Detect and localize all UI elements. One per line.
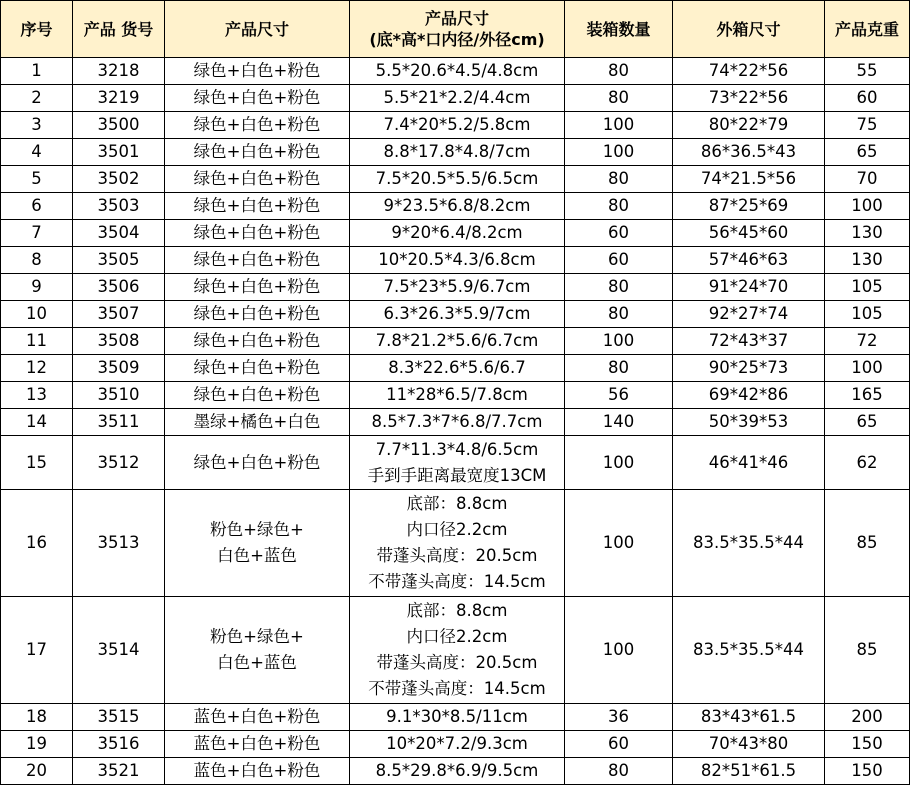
- cell-weight: 100: [825, 355, 910, 382]
- cell-no: 11: [1, 328, 73, 355]
- cell-box-size: 92*27*74: [673, 301, 825, 328]
- cell-item-number: 3516: [73, 731, 165, 758]
- header-row: [1, 1, 910, 58]
- cell-color-line: 绿色+白色+粉色: [193, 115, 321, 134]
- cell-box-size: 82*51*61.5: [673, 758, 825, 785]
- cell-box-quantity: 80: [565, 166, 673, 193]
- cell-box-quantity: 56: [565, 382, 673, 409]
- cell-product-size: [350, 409, 565, 436]
- cell-color: [165, 193, 350, 220]
- cell-product-size: [350, 301, 565, 328]
- table-row: [1, 58, 910, 85]
- cell-no: 13: [1, 382, 73, 409]
- cell-color-line: 绿色+白色+粉色: [193, 196, 321, 215]
- cell-weight: 65: [825, 409, 910, 436]
- cell-product-size: [350, 247, 565, 274]
- table-row: [1, 220, 910, 247]
- cell-product-size-line: 11*28*6.5/7.8cm: [386, 385, 528, 404]
- cell-box-size: 83*43*61.5: [673, 704, 825, 731]
- cell-product-size-line: 不带蓬头高度：14.5cm: [368, 572, 546, 591]
- cell-no: 18: [1, 704, 73, 731]
- cell-box-quantity: 80: [565, 758, 673, 785]
- cell-color: [165, 301, 350, 328]
- cell-product-size-line: 7.5*20.5*5.5/6.5cm: [375, 169, 539, 188]
- cell-product-size-line: 9*20*6.4/8.2cm: [391, 223, 523, 242]
- cell-product-size-line: 不带蓬头高度：14.5cm: [368, 679, 546, 698]
- cell-product-size: [350, 436, 565, 490]
- cell-box-size: 57*46*63: [673, 247, 825, 274]
- cell-item-number: 3218: [73, 58, 165, 85]
- cell-color-line: 绿色+白色+粉色: [193, 452, 321, 472]
- cell-product-size: [350, 382, 565, 409]
- cell-box-quantity: 60: [565, 731, 673, 758]
- cell-no: 6: [1, 193, 73, 220]
- cell-item-number: 3501: [73, 139, 165, 166]
- cell-box-quantity: 100: [565, 436, 673, 490]
- cell-no: 8: [1, 247, 73, 274]
- cell-color-line: 绿色+白色+粉色: [193, 223, 321, 242]
- cell-no: 4: [1, 139, 73, 166]
- cell-box-size: 72*43*37: [673, 328, 825, 355]
- cell-product-size: [350, 112, 565, 139]
- table-row: [1, 274, 910, 301]
- cell-color-line: 绿色+白色+粉色: [193, 142, 321, 161]
- cell-color: [165, 328, 350, 355]
- cell-no: 17: [1, 597, 73, 704]
- cell-color: [165, 220, 350, 247]
- table-row: [1, 166, 910, 193]
- cell-weight: 130: [825, 220, 910, 247]
- header-text: 产品克重: [834, 19, 899, 39]
- header-product-size: [350, 1, 565, 58]
- cell-weight: 60: [825, 85, 910, 112]
- cell-color: [165, 409, 350, 436]
- cell-no: 7: [1, 220, 73, 247]
- table-row: [1, 490, 910, 597]
- cell-product-size: [350, 490, 565, 597]
- cell-box-quantity: 100: [565, 328, 673, 355]
- cell-product-size: [350, 274, 565, 301]
- cell-product-size-line: 带蓬头高度：20.5cm: [376, 546, 538, 565]
- cell-product-size: [350, 704, 565, 731]
- cell-box-size: 73*22*56: [673, 85, 825, 112]
- cell-box-size: 56*45*60: [673, 220, 825, 247]
- cell-color-line: 粉色+绿色+: [210, 627, 304, 646]
- cell-color-line: 绿色+白色+粉色: [193, 385, 321, 404]
- cell-product-size-line: 5.5*21*2.2/4.4cm: [383, 88, 531, 107]
- table-row: [1, 436, 910, 490]
- cell-box-quantity: 140: [565, 409, 673, 436]
- cell-no: 3: [1, 112, 73, 139]
- header-no: [1, 1, 73, 58]
- cell-weight: 85: [825, 490, 910, 597]
- header-text: (底*高*口内径/外径cm): [369, 30, 545, 49]
- cell-item-number: 3512: [73, 436, 165, 490]
- cell-product-size: [350, 758, 565, 785]
- cell-product-size: [350, 220, 565, 247]
- cell-no: 5: [1, 166, 73, 193]
- table-row: [1, 193, 910, 220]
- cell-color: [165, 597, 350, 704]
- cell-box-quantity: 60: [565, 220, 673, 247]
- cell-product-size-line: 8.5*7.3*7*6.8/7.7cm: [371, 412, 543, 431]
- cell-weight: 165: [825, 382, 910, 409]
- cell-product-size-line: 内口径2.2cm: [406, 520, 508, 539]
- cell-color: [165, 58, 350, 85]
- cell-weight: 105: [825, 274, 910, 301]
- cell-product-size-line: 7.7*11.3*4.8/6.5cm: [375, 439, 539, 459]
- header-text: 产品 货号: [83, 19, 154, 39]
- cell-product-size: [350, 355, 565, 382]
- cell-box-size: 50*39*53: [673, 409, 825, 436]
- cell-weight: 130: [825, 247, 910, 274]
- cell-product-size-line: 8.8*17.8*4.8/7cm: [383, 142, 531, 161]
- cell-product-size: [350, 139, 565, 166]
- cell-box-size: 83.5*35.5*44: [673, 490, 825, 597]
- cell-color-line: 蓝色+白色+粉色: [193, 761, 321, 780]
- cell-color-line: 蓝色+白色+粉色: [193, 734, 321, 753]
- cell-item-number: 3503: [73, 193, 165, 220]
- table-row: [1, 139, 910, 166]
- cell-box-size: 87*25*69: [673, 193, 825, 220]
- cell-color-line: 蓝色+白色+粉色: [193, 707, 321, 726]
- header-weight: [825, 1, 910, 58]
- cell-color-line: 绿色+白色+粉色: [193, 169, 321, 188]
- header-color: [165, 1, 350, 58]
- table-row: [1, 409, 910, 436]
- cell-item-number: 3508: [73, 328, 165, 355]
- cell-box-size: 74*22*56: [673, 58, 825, 85]
- header-text: 产品尺寸: [224, 19, 289, 39]
- cell-product-size: [350, 597, 565, 704]
- cell-color-line: 白色+蓝色: [217, 546, 297, 565]
- cell-box-size: 70*43*80: [673, 731, 825, 758]
- cell-weight: 65: [825, 139, 910, 166]
- cell-color-line: 墨绿+橘色+白色: [193, 412, 321, 431]
- cell-product-size: [350, 731, 565, 758]
- table-header: [1, 1, 910, 58]
- cell-weight: 55: [825, 58, 910, 85]
- cell-box-size: 83.5*35.5*44: [673, 597, 825, 704]
- cell-weight: 105: [825, 301, 910, 328]
- cell-item-number: 3515: [73, 704, 165, 731]
- cell-color-line: 绿色+白色+粉色: [193, 61, 321, 80]
- cell-no: 19: [1, 731, 73, 758]
- header-box-size: [673, 1, 825, 58]
- cell-weight: 75: [825, 112, 910, 139]
- cell-color-line: 绿色+白色+粉色: [193, 88, 321, 107]
- cell-no: 10: [1, 301, 73, 328]
- cell-box-quantity: 80: [565, 301, 673, 328]
- cell-no: 1: [1, 58, 73, 85]
- cell-no: 20: [1, 758, 73, 785]
- cell-item-number: 3513: [73, 490, 165, 597]
- cell-box-quantity: 60: [565, 247, 673, 274]
- cell-item-number: 3521: [73, 758, 165, 785]
- cell-weight: 100: [825, 193, 910, 220]
- cell-weight: 72: [825, 328, 910, 355]
- table-row: [1, 731, 910, 758]
- table-row: [1, 597, 910, 704]
- cell-product-size-line: 手到手距离最宽度13CM: [367, 465, 547, 485]
- cell-product-size-line: 10*20*7.2/9.3cm: [386, 734, 528, 753]
- table-row: [1, 704, 910, 731]
- cell-product-size: [350, 166, 565, 193]
- cell-no: 9: [1, 274, 73, 301]
- cell-product-size-line: 6.3*26.3*5.9/7cm: [383, 304, 531, 323]
- header-text: 装箱数量: [586, 19, 651, 39]
- cell-color: [165, 436, 350, 490]
- cell-product-size-line: 7.4*20*5.2/5.8cm: [383, 115, 531, 134]
- cell-box-quantity: 80: [565, 85, 673, 112]
- cell-box-size: 91*24*70: [673, 274, 825, 301]
- cell-product-size-line: 7.5*23*5.9/6.7cm: [383, 277, 531, 296]
- cell-color: [165, 382, 350, 409]
- cell-product-size: [350, 85, 565, 112]
- cell-item-number: 3509: [73, 355, 165, 382]
- cell-color: [165, 758, 350, 785]
- cell-weight: 85: [825, 597, 910, 704]
- header-item-number: [73, 1, 165, 58]
- cell-product-size-line: 5.5*20.6*4.5/4.8cm: [375, 61, 539, 80]
- cell-color: [165, 112, 350, 139]
- cell-color-line: 绿色+白色+粉色: [193, 304, 321, 323]
- cell-weight: 200: [825, 704, 910, 731]
- cell-box-quantity: 80: [565, 193, 673, 220]
- cell-no: 2: [1, 85, 73, 112]
- cell-no: 16: [1, 490, 73, 597]
- cell-box-size: 69*42*86: [673, 382, 825, 409]
- table-row: [1, 355, 910, 382]
- table-row: [1, 382, 910, 409]
- table-row: [1, 85, 910, 112]
- table-row: [1, 301, 910, 328]
- cell-product-size-line: 底部：8.8cm: [406, 601, 508, 620]
- cell-product-size-line: 9*23.5*6.8/8.2cm: [383, 196, 531, 215]
- cell-box-size: 46*41*46: [673, 436, 825, 490]
- cell-color: [165, 704, 350, 731]
- cell-color-line: 绿色+白色+粉色: [193, 331, 321, 350]
- table-row: [1, 758, 910, 785]
- cell-item-number: 3507: [73, 301, 165, 328]
- cell-box-size: 90*25*73: [673, 355, 825, 382]
- cell-color: [165, 85, 350, 112]
- cell-color: [165, 166, 350, 193]
- cell-box-size: 74*21.5*56: [673, 166, 825, 193]
- cell-box-quantity: 100: [565, 597, 673, 704]
- cell-product-size: [350, 328, 565, 355]
- cell-weight: 150: [825, 758, 910, 785]
- cell-product-size: [350, 193, 565, 220]
- table-body: [1, 58, 910, 785]
- cell-color: [165, 247, 350, 274]
- cell-color-line: 绿色+白色+粉色: [193, 277, 321, 296]
- cell-color: [165, 139, 350, 166]
- cell-box-quantity: 80: [565, 58, 673, 85]
- cell-item-number: 3500: [73, 112, 165, 139]
- cell-item-number: 3502: [73, 166, 165, 193]
- cell-color-line: 绿色+白色+粉色: [193, 358, 321, 377]
- cell-weight: 70: [825, 166, 910, 193]
- cell-box-size: 86*36.5*43: [673, 139, 825, 166]
- header-text: 外箱尺寸: [716, 19, 781, 39]
- cell-item-number: 3506: [73, 274, 165, 301]
- header-text: 产品尺寸: [424, 9, 489, 28]
- cell-item-number: 3219: [73, 85, 165, 112]
- cell-color: [165, 355, 350, 382]
- cell-no: 14: [1, 409, 73, 436]
- table-row: [1, 112, 910, 139]
- cell-item-number: 3505: [73, 247, 165, 274]
- cell-color-line: 粉色+绿色+: [210, 520, 304, 539]
- cell-item-number: 3504: [73, 220, 165, 247]
- cell-product-size-line: 内口径2.2cm: [406, 627, 508, 646]
- cell-product-size-line: 底部：8.8cm: [406, 494, 508, 513]
- cell-weight: 62: [825, 436, 910, 490]
- cell-product-size-line: 带蓬头高度：20.5cm: [376, 653, 538, 672]
- cell-item-number: 3514: [73, 597, 165, 704]
- table-row: [1, 328, 910, 355]
- cell-color-line: 白色+蓝色: [217, 653, 297, 672]
- cell-box-size: 80*22*79: [673, 112, 825, 139]
- cell-product-size-line: 7.8*21.2*5.6/6.7cm: [375, 331, 539, 350]
- table-row: [1, 247, 910, 274]
- cell-box-quantity: 36: [565, 704, 673, 731]
- cell-weight: 150: [825, 731, 910, 758]
- cell-item-number: 3510: [73, 382, 165, 409]
- cell-box-quantity: 100: [565, 139, 673, 166]
- cell-box-quantity: 80: [565, 274, 673, 301]
- cell-box-quantity: 80: [565, 355, 673, 382]
- cell-product-size-line: 10*20.5*4.3/6.8cm: [378, 250, 536, 269]
- cell-product-size: [350, 58, 565, 85]
- cell-box-quantity: 100: [565, 490, 673, 597]
- cell-no: 12: [1, 355, 73, 382]
- cell-color: [165, 731, 350, 758]
- header-box-quantity: [565, 1, 673, 58]
- cell-color: [165, 490, 350, 597]
- cell-product-size-line: 8.5*29.8*6.9/9.5cm: [375, 761, 539, 780]
- cell-product-size-line: 8.3*22.6*5.6/6.7: [388, 358, 526, 377]
- cell-item-number: 3511: [73, 409, 165, 436]
- cell-no: 15: [1, 436, 73, 490]
- header-text: 序号: [20, 19, 53, 39]
- cell-color-line: 绿色+白色+粉色: [193, 250, 321, 269]
- cell-color: [165, 274, 350, 301]
- cell-product-size-line: 9.1*30*8.5/11cm: [386, 707, 528, 726]
- cell-box-quantity: 100: [565, 112, 673, 139]
